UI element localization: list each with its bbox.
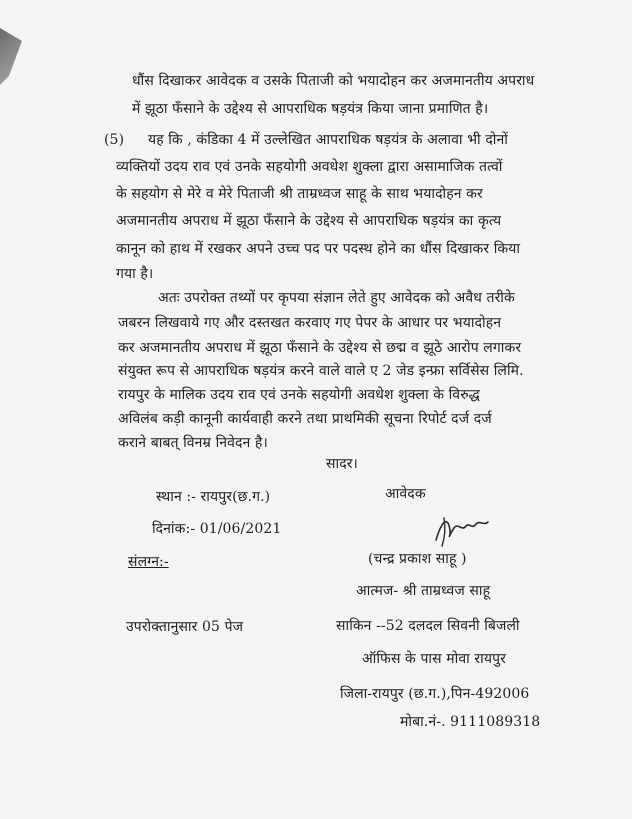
scan-corner-shadow xyxy=(0,28,22,100)
point-number: (5) xyxy=(104,132,125,148)
paragraph-3-line-3: कर अजमानतीय अपराध में झूठा फँसाने के उद्देश्य से छद्म व झूठे आरोप लगाकर xyxy=(118,340,522,356)
paragraph-1-line-2: में झूठा फँसाने के उद्देश्य से आपराधिक षड़यंत्र किया जाना प्रमाणित है। xyxy=(132,101,489,117)
address-line-3: जिला-रायपुर (छ.ग.),पिन-492006 xyxy=(340,686,530,702)
paragraph-2-line-4: अजमानतीय अपराध में झूठा फँसाने के उद्देश्य से आपराधिक षड़यंत्र का कृत्य xyxy=(116,213,502,229)
paragraph-2-line-3: के सहयोग से मेरे व मेरे पिताजी श्री ताम्रध्वज साहू के साथ भयादोहन कर xyxy=(116,186,483,202)
address-line-1: साकिन --52 दलदल सिवनी बिजली xyxy=(336,618,520,634)
paragraph-3-line-5: रायपुर के मालिक उदय राव एवं उनके सहयोगी अवधेश शुक्ला के विरुद्ध xyxy=(118,387,480,403)
paragraph-2-line-1: यह कि , कंडिका 4 में उल्लेखित आपराधिक षड़यंत्र के अलावा भी दोनों xyxy=(148,132,508,148)
paragraph-3-line-6: अविलंब कड़ी कानूनी कार्यवाही करने तथा प्राथमिकी सूचना रिपोर्ट दर्ज दर्ज xyxy=(118,411,492,427)
place-label: स्थान :- रायपुर(छ.ग.) xyxy=(156,489,271,505)
paragraph-2-line-5: कानून को हाथ में रखकर अपने उच्च पद पर पदस्थ होने का धौंस दिखाकर किया xyxy=(116,241,521,257)
paragraph-1-line-1: धौंस दिखाकर आवेदक व उसके पिताजी को भयादोहन कर अजमानतीय अपराध xyxy=(132,73,535,89)
applicant-label: आवेदक xyxy=(385,486,426,502)
paragraph-2-line-6: गया है। xyxy=(116,266,154,282)
signatory-name: (चन्द्र प्रकाश साहू ) xyxy=(368,551,467,567)
mobile-number: मोबा.नं-. 9111089318 xyxy=(400,714,541,730)
paragraph-3-line-4: संयुक्त रूप से आपराधिक षड़यंत्र करने वाले वाले ए 2 जेड इन्फ्रा सर्विसेस लिमि. xyxy=(118,363,524,379)
enclosure-pages: उपरोक्तानुसार 05 पेज xyxy=(126,619,244,635)
date-label: दिनांक:- 01/06/2021 xyxy=(152,521,282,537)
handwritten-signature xyxy=(432,510,492,550)
paragraph-3-line-2: जबरन लिखवाये गए और दस्तखत करवाए गए पेपर के आधार पर भयादोहन xyxy=(118,315,502,331)
father-name: आत्मज- श्री ताम्रध्वज साहू xyxy=(356,583,491,599)
paragraph-3-line-7: कराने बाबत् विनम्र निवेदन है। xyxy=(118,435,268,451)
paragraph-3-line-1: अतः उपरोक्त तथ्यों पर कृपया संज्ञान लेते हुए आवेदक को अवैध तरीके xyxy=(158,290,515,306)
paragraph-2-line-2: व्यक्तियों उदय राव एवं उनके सहयोगी अवधेश शुक्ला द्वारा असामाजिक तत्वों xyxy=(116,159,503,175)
address-line-2: ऑफिस के पास मोवा रायपुर xyxy=(362,651,506,667)
enclosure-label: संलग्न:- xyxy=(128,554,169,570)
closing-saadar: सादर। xyxy=(326,456,358,472)
